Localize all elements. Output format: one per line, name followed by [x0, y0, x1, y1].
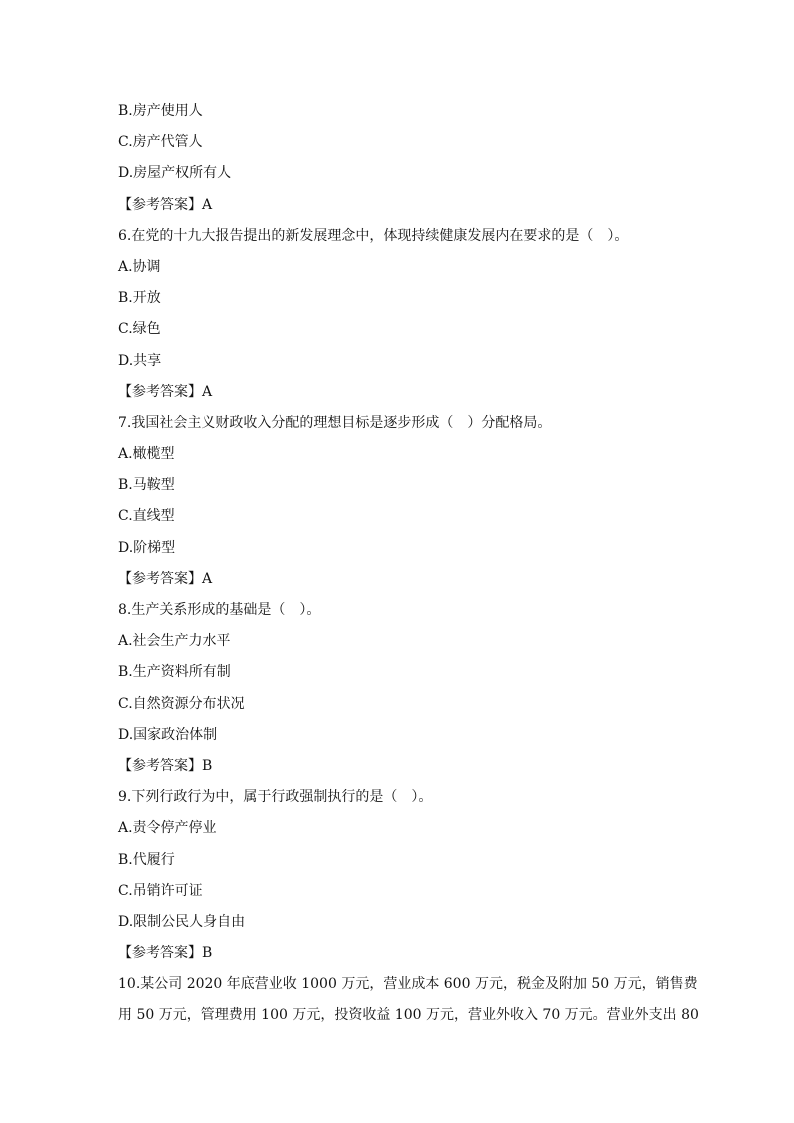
- option-line: A.社会生产力水平: [118, 633, 231, 650]
- option-line: D.限制公民人身自由: [118, 913, 246, 930]
- question-line: 6.在党的十九大报告提出的新发展理念中，体现持续健康发展内在要求的是（ ）。: [118, 227, 629, 244]
- option-line: B.生产资料所有制: [118, 664, 231, 681]
- question-line: 7.我国社会主义财政收入分配的理想目标是逐步形成（ ）分配格局。: [118, 414, 552, 431]
- option-line: C.房产代管人: [118, 134, 203, 151]
- question-line: 9.下列行政行为中，属于行政强制执行的是（ ）。: [118, 789, 433, 806]
- question-line: 用 50 万元，管理费用 100 万元，投资收益 100 万元，营业外收入 70 万元。营业外支出 80: [118, 1007, 699, 1024]
- option-line: A.责令停产停业: [118, 820, 217, 837]
- option-line: C.自然资源分布状况: [118, 695, 245, 712]
- question-line: 10.某公司 2020 年底营业收 1000 万元，营业成本 600 万元，税金及附加 50 万元，销售费: [118, 976, 698, 993]
- answer-line: 【参考答案】B: [118, 757, 213, 774]
- option-line: B.马鞍型: [118, 477, 175, 494]
- option-line: D.阶梯型: [118, 539, 176, 556]
- option-line: D.国家政治体制: [118, 726, 218, 743]
- question-line: 8.生产关系形成的基础是（ ）。: [118, 602, 321, 618]
- answer-line: 【参考答案】A: [118, 383, 213, 400]
- answer-line: 【参考答案】A: [118, 196, 213, 213]
- option-line: C.直线型: [118, 508, 175, 525]
- answer-line: 【参考答案】B: [118, 945, 213, 962]
- option-line: B.房产使用人: [118, 103, 203, 119]
- option-line: B.代履行: [118, 851, 175, 868]
- option-line: C.绿色: [118, 321, 161, 338]
- option-line: D.共享: [118, 352, 162, 369]
- option-line: B.开放: [118, 290, 161, 307]
- option-line: D.房屋产权所有人: [118, 165, 232, 182]
- document-body: [118, 96, 699, 1032]
- option-line: A.协调: [118, 258, 161, 275]
- answer-line: 【参考答案】A: [118, 570, 213, 587]
- option-line: A.橄榄型: [118, 446, 175, 463]
- option-line: C.吊销许可证: [118, 882, 203, 899]
